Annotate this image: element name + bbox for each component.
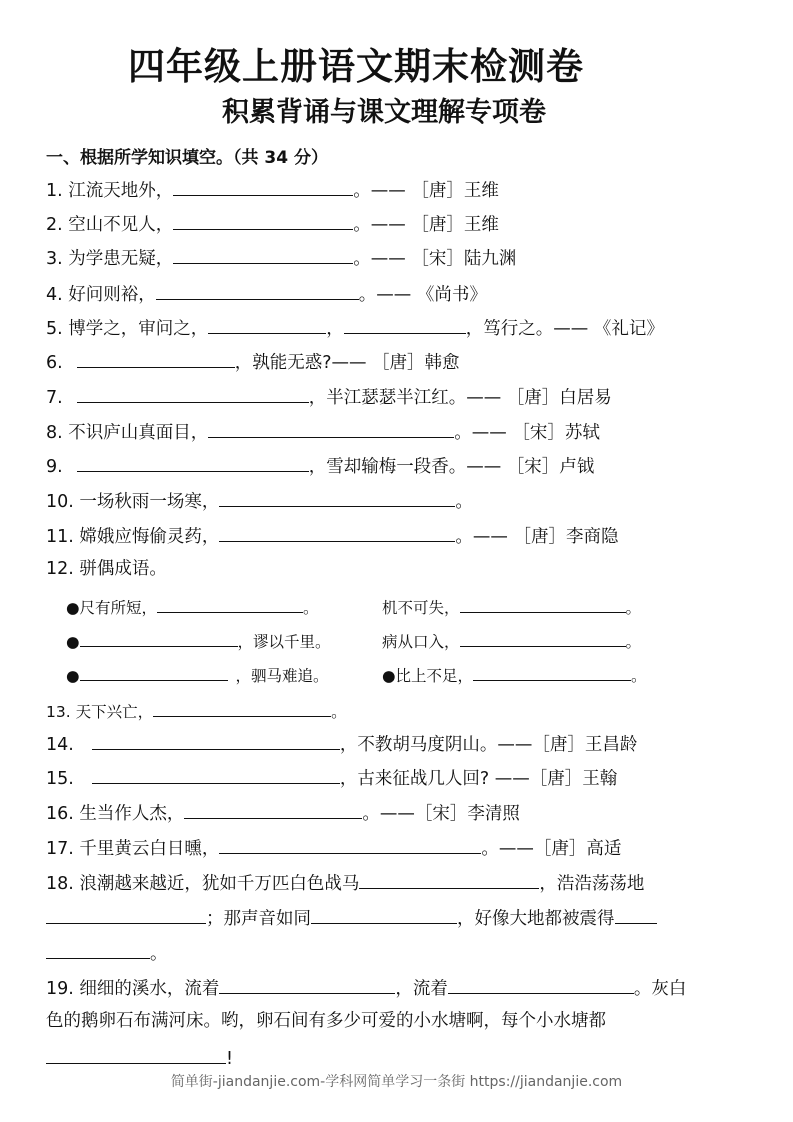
question-text: 。—— ［唐］王维 [353,215,499,235]
question-text: 。—— ［宋］苏轼 [454,423,600,443]
answer-blank[interactable] [460,597,626,613]
answer-blank[interactable] [46,1048,226,1064]
answer-blank[interactable] [184,803,362,819]
answer-blank[interactable] [80,631,238,647]
question-text: 。 [150,944,168,964]
question-text: 病从口入， [382,633,460,651]
question-text: 16. 生当作人杰， [46,804,185,824]
question-text: 4. 好问则裕， [46,285,156,305]
answer-blank[interactable] [208,318,326,334]
answer-blank[interactable] [615,908,657,924]
question-text: ●比上不足， [382,667,474,685]
question-text: 12. 骈偶成语。 [46,559,167,579]
question-13 [46,701,347,721]
question-text: ! [226,1049,234,1069]
idiom-3 [66,631,331,651]
question-text: 11. 嫦娥应悔偷灵药， [46,527,220,547]
question-text: 8. 不识庐山真面目， [46,423,209,443]
answer-blank[interactable] [77,387,309,403]
question-19 [46,978,686,999]
question-19-line-3 [46,1048,233,1069]
question-5 [46,318,664,339]
question-8 [46,422,600,443]
answer-blank[interactable] [156,284,359,300]
question-text: ● [66,667,80,685]
question-text: ， [326,319,344,339]
question-text: ，笃行之。—— 《礼记》 [465,319,664,339]
question-7 [46,387,612,408]
question-text: 。 [631,667,647,685]
question-1 [46,180,499,201]
question-16 [46,803,520,824]
question-text: ，驷马难追。 [235,667,329,685]
question-15 [46,768,617,789]
question-text: 7. [46,388,63,408]
answer-blank[interactable] [473,665,631,681]
question-12 [46,561,167,579]
answer-blank[interactable] [359,873,539,889]
question-text: 。灰白 [633,979,687,999]
question-text: 。—— ［唐］王维 [353,181,499,201]
question-text: ，雪却输梅一段香。—— ［宋］卢钺 [308,457,595,477]
answer-blank[interactable] [46,943,150,959]
question-4 [46,284,487,305]
question-text: 5. 博学之，审问之， [46,319,209,339]
question-text: ，古来征战几人回? ——［唐］王翰 [339,769,618,789]
question-19-line-2 [46,1013,606,1031]
question-text: 。 [625,633,642,651]
answer-blank[interactable] [460,631,626,647]
question-text: 。—— ［宋］陆九渊 [353,249,517,269]
answer-blank[interactable] [46,908,206,924]
question-text: 。 [625,599,642,617]
question-18-line-3 [46,943,168,964]
idiom-6 [382,665,647,685]
question-text: ，好像大地都被震得 [457,909,615,929]
page-subtitle: 积累背诵与课文理解专项卷 [222,97,546,128]
question-text: 14. [46,735,74,755]
answer-blank[interactable] [173,248,353,264]
question-text: ● [66,633,80,651]
question-3 [46,248,516,269]
answer-blank[interactable] [173,214,353,230]
question-text: 9. [46,457,63,477]
answer-blank[interactable] [219,838,481,854]
question-10 [46,491,473,512]
question-text: ，不教胡马度阴山。——［唐］王昌龄 [339,735,638,755]
question-text: 1. 江流天地外， [46,181,174,201]
question-text: ，孰能无惑?—— ［唐］韩愈 [234,353,460,373]
question-6 [46,352,460,373]
idiom-1 [66,597,319,617]
question-text: 19. 细细的溪水，流着 [46,979,220,999]
answer-blank[interactable] [219,491,455,507]
page-title: 四年级上册语文期末检测卷 [128,45,584,88]
question-text: 。—— 《尚书》 [358,285,487,305]
question-text: 。——［唐］高适 [481,839,622,859]
question-18 [46,873,644,894]
answer-blank[interactable] [311,908,457,924]
question-text: 18. 浪潮越来越近，犹如千万匹白色战马 [46,874,360,894]
question-14 [46,734,637,755]
page-footer: 简单街-jiandanjie.com-学科网简单学习一条街 https://jiandanjie.com [170,1074,623,1090]
question-9 [46,456,594,477]
answer-blank[interactable] [173,180,353,196]
question-text: ，半江瑟瑟半江红。—— ［唐］白居易 [308,388,612,408]
answer-blank[interactable] [208,422,454,438]
question-text: 。 [455,492,473,512]
question-text: 6. [46,353,63,373]
answer-blank[interactable] [344,318,466,334]
question-text: ，流着 [395,979,448,999]
idiom-5 [66,665,329,685]
question-text: 。——［宋］李清照 [362,804,520,824]
question-text: 17. 千里黄云白日曛， [46,839,220,859]
question-11 [46,526,618,547]
question-17 [46,838,621,859]
section-heading: 一、根据所学知识填空。（共 34 分） [46,148,328,168]
answer-blank[interactable] [80,665,228,681]
answer-blank[interactable] [92,734,340,750]
question-text: 。 [331,703,347,721]
answer-blank[interactable] [92,768,340,784]
question-text: 色的鹅卵石布满河床。哟，卵石间有多少可爱的小水塘啊，每个小水塘都 [46,1011,606,1031]
question-text: 3. 为学患无疑， [46,249,174,269]
question-text: 13. 天下兴亡， [46,703,154,721]
idiom-2 [382,597,641,617]
question-text: ；那声音如同 [206,909,311,929]
question-text: 10. 一场秋雨一场寒， [46,492,220,512]
answer-blank[interactable] [219,526,455,542]
answer-blank[interactable] [448,978,634,994]
idiom-4 [382,631,641,651]
question-text: 机不可失， [382,599,460,617]
question-2 [46,214,499,235]
question-text: 2. 空山不见人， [46,215,174,235]
question-text: ，谬以千里。 [237,633,331,651]
answer-blank[interactable] [157,597,303,613]
question-text: 。 [303,599,319,617]
answer-blank[interactable] [153,701,331,717]
question-text: 。—— ［唐］李商隐 [455,527,619,547]
answer-blank[interactable] [77,352,235,368]
question-text: 15. [46,769,74,789]
answer-blank[interactable] [77,456,309,472]
question-text: ，浩浩荡荡地 [539,874,645,894]
answer-blank[interactable] [219,978,395,994]
question-text: ●尺有所短， [66,599,158,617]
question-18-line-2 [46,908,657,929]
